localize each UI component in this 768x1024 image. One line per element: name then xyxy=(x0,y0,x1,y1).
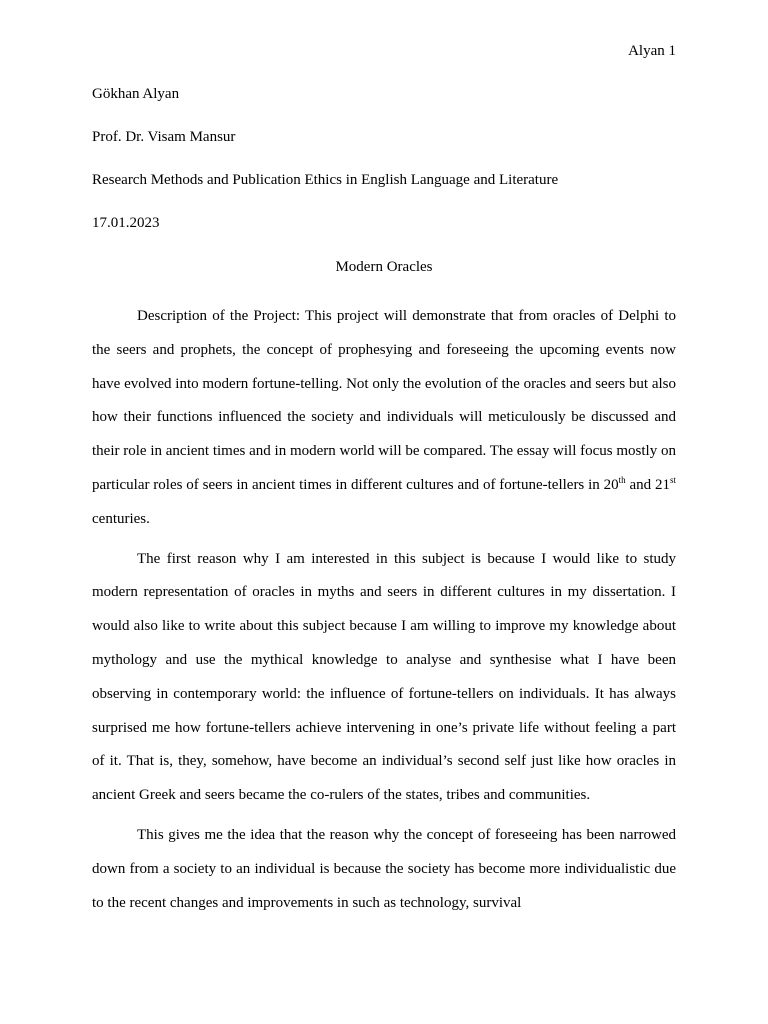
paragraph-description-text: Description of the Project: This project will demonstrate that from oracles of Delphi to the seers and prophets, the concept of prophesying and foreseeing the upcoming events now have evolved into modern fortune-telling. Not only the evolution of the oracles and seers but also how their functions influenced the society and individuals will meticulously be discussed and their role in ancient times and in modern world will be compared. The essay will focus mostly on particular roles of seers in ancient times in different cultures and of fortune-tellers in 20 xyxy=(92,308,677,493)
document-title: Modern Oracles xyxy=(335,259,433,275)
paragraph-description-end: centuries. xyxy=(92,510,150,527)
superscript-th: th xyxy=(618,474,626,485)
paragraph-description xyxy=(92,300,676,537)
paragraph-foreseeing: This gives me the idea that the reason why the concept of foreseeing has been narrowed down from a society to an individual is because the society has become more individualistic due to the recent changes and improvements in such as technology, survival xyxy=(92,826,676,911)
paragraph-first-reason: The first reason why I am interested in this subject is because I would like to study modern representation of oracles in myths and seers in different cultures in my dissertation. I would also like to write about this subject because I am willing to improve my knowledge about mythology and use the mythical knowledge to analyse and synthesise what I have been observing in contemporary world: the influence of fortune-tellers on individuals. It has always surprised me how fortune-tellers achieve intervening in one’s private life without feeling a part of it. That is, they, somehow, have become an individual’s second self just like how oracles in ancient Greek and seers became the co-rulers of the states, tribes and communities. xyxy=(92,550,676,804)
running-head: Alyan 1 xyxy=(628,43,676,59)
paragraph-description-mid: and 21 xyxy=(625,476,670,493)
course-name: Research Methods and Publication Ethics in English Language and Literature xyxy=(92,172,559,188)
body-text xyxy=(92,300,676,926)
instructor-name: Prof. Dr. Visam Mansur xyxy=(92,129,236,145)
superscript-st: st xyxy=(669,474,676,485)
author-name: Gökhan Alyan xyxy=(92,86,180,102)
document-date: 17.01.2023 xyxy=(92,215,160,231)
header-block xyxy=(92,84,676,256)
